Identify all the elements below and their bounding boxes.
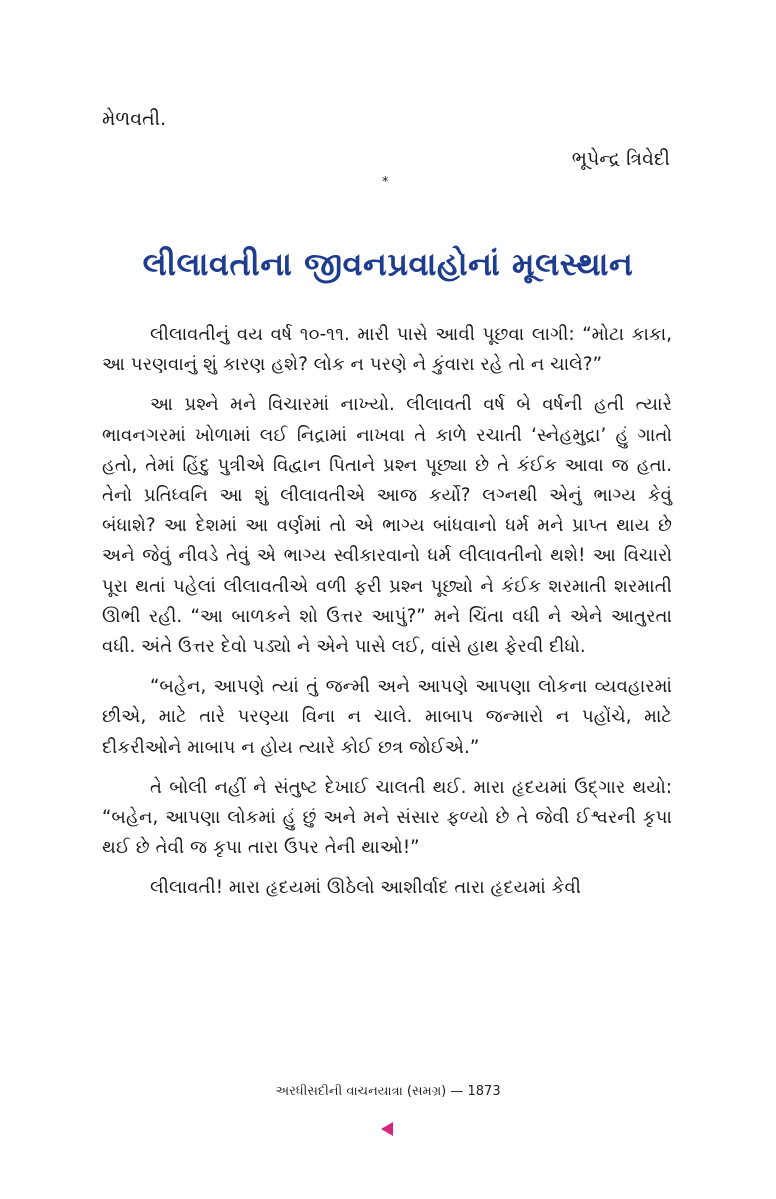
paragraph: લીલાવતીનું વય વર્ષ ૧૦-૧૧. મારી પાસે આવી પૂછવા લાગી: “મોટા કાકા, આ પરણવાનું શું કારણ હશે? લોક ન પરણે ને કુંવારા રહે તો ન ચાલે?” <box>102 324 672 376</box>
paragraph: “બહેન, આપણે ત્યાં તું જન્મી અને આપણે આપણા લોકના વ્યવહારમાં છીએ, માટે તારે પરણ્યા વિના ન ચાલે. માબાપ જન્મારો ન પહોંચે, માટે દીકરીઓને માબાપ ન હોય ત્યારે કોઈ છત્ર જોઈએ.” <box>102 676 672 758</box>
previous-text-tail: મેળવતી. <box>102 108 167 130</box>
article-body <box>102 320 672 914</box>
paragraph: આ પ્રશ્ને મને વિચારમાં નાખ્યો. લીલાવતી વર્ષ બે વર્ષની હતી ત્યારે ભાવનગરમાં ખોળામાં લઈ નિદ્રામાં નાખવા તે કાળે રચાતી ‘સ્નેહમુદ્રા’ હું ગાતો હતો, તેમાં હિંદુ પુત્રીએ વિદ્વાન પિતાને પ્રશ્ન પૂછ્યા છે તે કંઈક આવા જ હતા. તેનો પ્રતિધ્વનિ આ શું લીલાવતીએ આજ કર્યો? લગ્નથી એનું ભાગ્ય કેવું બંધાશે? આ દેશમાં આ વર્ણમાં તો એ ભાગ્ય બાંધવાનો ધર્મ મને પ્રાપ્ત થાય છે અને જેવું નીવડે તેવું એ ભાગ્ય સ્વીકારવાનો ધર્મ લીલાવતીનો થશે! આ વિચારો પૂરા થતાં પહેલાં લીલાવતીએ વળી ફરી પ્રશ્ન પૂછ્યો ને કંઈક શરમાતી શરમાતી ઊભી રહી. “આ બાળકને શો ઉત્તર આપું?” મને ચિંતા વધી ને એને આતુરતા વધી. અંતે ઉત્તર દેવો પડ્યો ને એને પાસે લઈ, વાંસે હાથ ફેરવી દીધો. <box>102 394 672 658</box>
section-separator: * <box>382 175 389 190</box>
previous-page-arrow-icon[interactable] <box>381 1122 393 1136</box>
paragraph: લીલાવતી! મારા હૃદયમાં ઊઠેલો આશીર્વાદ તારા હૃદયમાં કેવી <box>150 877 581 899</box>
article-title: લીલાવતીના જીવનપ્રવાહોનાં મૂલસ્થાન <box>142 245 634 283</box>
page-footer: અરધીસદીની વાચનયાત્રા (સમગ્ર) — 1873 <box>275 1084 501 1099</box>
author-signature: ભૂપેન્દ્ર ત્રિવેદી <box>571 148 670 170</box>
paragraph: તે બોલી નહીં ને સંતુષ્ટ દેખાઈ ચાલતી થઈ. મારા હૃદયમાં ઉદ્ગાર થયો: “બહેન, આપણા લોકમાં હું છું અને મને સંસાર ફળ્યો છે તે જેવી ઈશ્વરની કૃપા થઈ છે તેવી જ કૃપા તારા ઉપર તેની થાઓ!” <box>102 776 672 859</box>
